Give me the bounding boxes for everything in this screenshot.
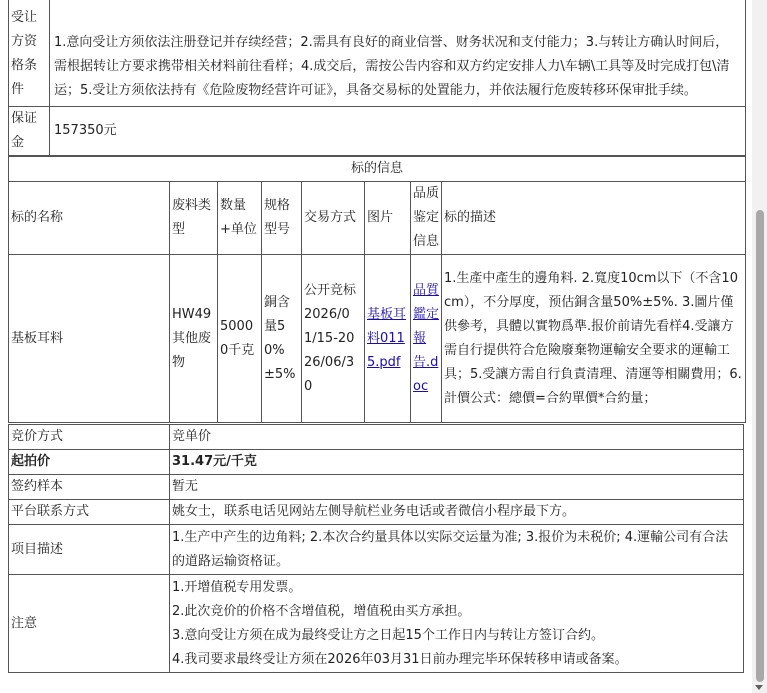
start-price-label: 起拍价 bbox=[9, 450, 170, 475]
note-item: 1.开增值税专用发票。 bbox=[172, 579, 302, 595]
contract-sample-row bbox=[9, 475, 744, 500]
details-table bbox=[8, 424, 744, 673]
header-spec: 规格型号 bbox=[262, 182, 302, 255]
section-title-row bbox=[9, 157, 746, 182]
scroll-down-arrow-icon[interactable] bbox=[755, 685, 763, 690]
lot-name: 基板耳料 bbox=[9, 255, 170, 423]
scrollbar-thumb[interactable] bbox=[756, 210, 764, 682]
deposit-value: 157350元 bbox=[50, 107, 746, 156]
header-quality-cert: 品质鉴定信息 bbox=[411, 182, 442, 255]
lot-waste-type: HW49其他废物 bbox=[170, 255, 218, 423]
contact-row bbox=[9, 500, 744, 525]
header-name: 标的名称 bbox=[9, 182, 170, 255]
notes-row bbox=[9, 575, 744, 673]
contract-sample-value: 暂无 bbox=[170, 475, 744, 500]
requirements-text: 1.意向受让方须依法注册登记并存续经营；2.需具有良好的商业信誉、财务状况和支付能力；3.与转让方确认时间后，需根据转让方要求携带相关材料前往看样；4.成交后，需按公告内容和双方约定安排人力\车辆\工具等及时完成打包\清运；5.受让方须依法持有《危险废物经营许可证》，具备交易标的处置能力，并依法履行危废转移环保审批手续。 bbox=[50, 0, 746, 107]
header-trade-method: 交易方式 bbox=[302, 182, 365, 255]
lot-info-table bbox=[8, 156, 746, 423]
contract-sample-label: 签约样本 bbox=[9, 475, 170, 500]
header-quantity: 数量+单位 bbox=[218, 182, 262, 255]
requirements-row bbox=[9, 0, 746, 107]
lot-quantity: 50000千克 bbox=[218, 255, 262, 423]
header-image: 图片 bbox=[365, 182, 411, 255]
vertical-scrollbar[interactable] bbox=[752, 0, 767, 693]
project-desc-value: 1.生产中产生的边角料; 2.本次合约量具体以实际交运量为准; 3.报价为未税价; 4.運輸公司有合法的道路运输资格证。 bbox=[170, 525, 744, 575]
note-item: 2.此次竞价的价格不含增值税，增值税由买方承担。 bbox=[172, 603, 471, 619]
section-title: 标的信息 bbox=[9, 157, 746, 182]
table-row bbox=[9, 255, 746, 423]
requirements-label: 受让方资格条件 bbox=[9, 0, 50, 107]
lot-description: 1.生產中產生的邊角料. 2.寬度10cm以下（不含10cm），不分厚度，预估銅含量50%±5%. 3.圖片僅供參考，具體以實物爲準.报价前请先看样4.受讓方需自行提供符合危險廢棄物運輸安全要求的運輸工具；5.受讓方需自行負責清理、清運等相關費用；6.計價公式：總價=合約單價*合約量； bbox=[442, 255, 746, 423]
project-desc-row bbox=[9, 525, 744, 575]
lot-image-cell bbox=[365, 255, 411, 423]
requirements-table bbox=[8, 0, 746, 156]
contact-value: 姚女士，联系电话见网站左侧导航栏业务电话或者微信小程序最下方。 bbox=[170, 500, 744, 525]
note-item: 4.我司要求最终受让方须在2026年03月31日前办理完毕环保转移申请或备案。 bbox=[172, 651, 628, 667]
start-price-value: 31.47元/千克 bbox=[170, 450, 744, 475]
bidding-label: 竞价方式 bbox=[9, 425, 170, 450]
lot-spec: 銅含量50%±5% bbox=[262, 255, 302, 423]
contact-label: 平台联系方式 bbox=[9, 500, 170, 525]
image-pdf-link[interactable]: 基板耳料0115.pdf bbox=[367, 306, 407, 370]
project-desc-label: 项目描述 bbox=[9, 525, 170, 575]
deposit-label: 保证金 bbox=[9, 107, 50, 156]
lot-trade-method: 公开竞标2026/01/15-2026/06/30 bbox=[302, 255, 365, 423]
bidding-value: 竞单价 bbox=[170, 425, 744, 450]
deposit-row bbox=[9, 107, 746, 156]
start-price-row bbox=[9, 450, 744, 475]
quality-report-link[interactable]: 品質鑑定報告.doc bbox=[413, 282, 440, 394]
header-waste-type: 废料类型 bbox=[170, 182, 218, 255]
notes-label: 注意 bbox=[9, 575, 170, 673]
bidding-row bbox=[9, 425, 744, 450]
notes-cell bbox=[170, 575, 744, 673]
lot-quality-cell bbox=[411, 255, 442, 423]
note-item: 3.意向受让方须在成为最终受让方之日起15个工作日内与转让方签订合约。 bbox=[172, 627, 604, 643]
header-row bbox=[9, 182, 746, 255]
header-description: 标的描述 bbox=[442, 182, 746, 255]
